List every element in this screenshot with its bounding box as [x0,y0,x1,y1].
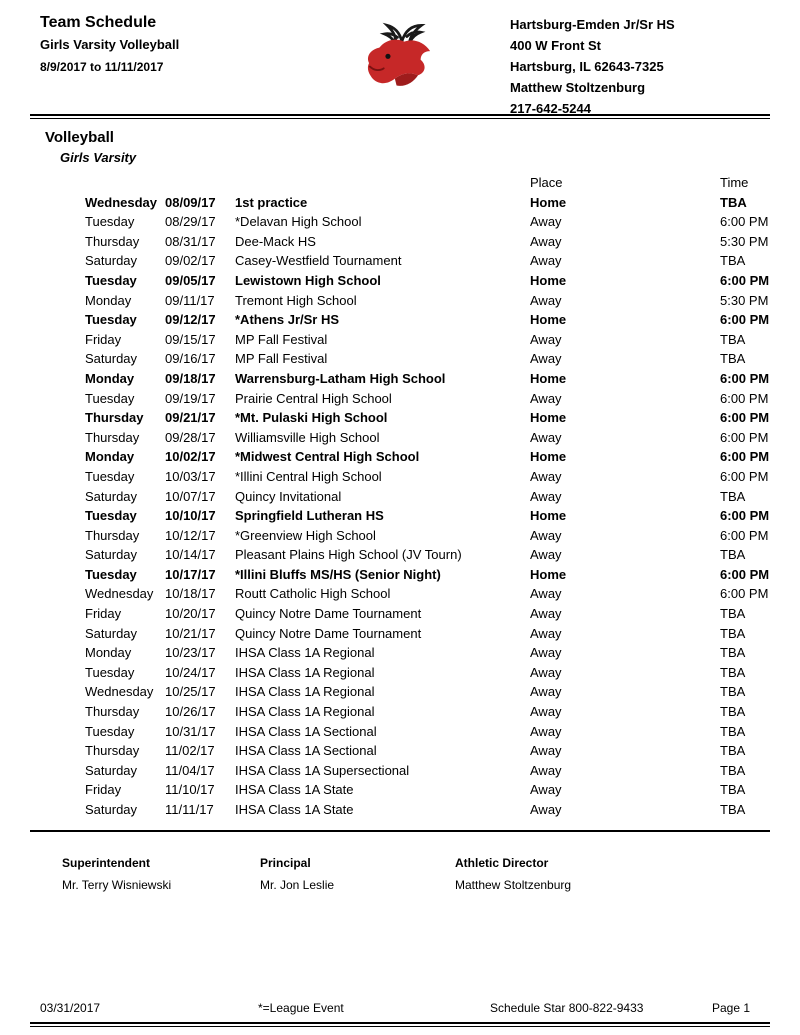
section-heading [45,129,800,165]
cell-date: 09/21/17 [165,410,216,426]
cell-day: Saturday [85,625,138,641]
cell-place: Away [530,743,562,759]
cell-place: Away [530,468,562,484]
cell-date: 09/11/17 [165,292,215,308]
table-row [85,428,785,448]
cell-day: Tuesday [85,508,137,524]
cell-opponent: Lewistown High School [235,272,381,288]
cell-time: TBA [720,645,746,661]
footer-print-date: 03/31/2017 [40,1001,101,1015]
cell-day: Tuesday [85,468,135,484]
cell-opponent: *Illini Central High School [235,468,382,484]
cell-opponent: *Athens Jr/Sr HS [235,312,340,328]
cell-place: Away [530,723,562,739]
cell-place: Home [530,272,567,288]
cell-date: 10/12/17 [165,527,216,543]
signature-athletic-director [455,856,571,892]
cell-day: Tuesday [85,214,135,230]
signature-name: Matthew Stoltzenburg [455,877,572,892]
cell-opponent: *Midwest Central High School [235,449,420,465]
cell-date: 10/26/17 [165,704,216,720]
cell-place: Away [530,488,562,504]
cell-opponent: IHSA Class 1A State [235,782,354,798]
cell-place: Home [530,312,567,328]
cell-opponent: IHSA Class 1A Regional [235,664,375,680]
table-row [85,349,785,369]
cell-place: Home [530,410,567,426]
cell-date: 10/17/17 [165,566,216,582]
table-row [85,369,785,389]
table-row [85,722,785,742]
cell-time: TBA [720,194,747,210]
cell-opponent: IHSA Class 1A Regional [235,704,375,720]
col-header-date-empty [165,173,235,193]
table-row [85,271,785,291]
cell-opponent: Dee-Mack HS [235,233,316,249]
table-row [85,565,785,585]
cell-day: Tuesday [85,566,137,582]
cell-opponent: MP Fall Festival [235,331,328,347]
footer-vendor: Schedule Star 800-822-9433 [490,1001,644,1015]
cell-time: 6:00 PM [720,214,769,230]
cell-time: 6:00 PM [720,312,770,328]
cell-day: Saturday [85,547,138,563]
table-row [85,545,785,565]
cell-day: Thursday [85,233,140,249]
cell-day: Wednesday [85,586,154,602]
cell-place: Away [530,664,562,680]
table-row [85,526,785,546]
cell-place: Away [530,645,562,661]
date-range: 8/9/2017 to 11/11/2017 [40,60,164,74]
cell-opponent: Routt Catholic High School [235,586,391,602]
cell-day: Monday [85,292,132,308]
table-row [85,232,785,252]
page-title: Team Schedule [40,14,157,31]
cell-opponent: *Greenview High School [235,527,376,543]
school-address-line1: 400 W Front St [510,38,602,53]
footer-page-number: Page 1 [712,1001,751,1015]
cell-time: 5:30 PM [720,233,769,249]
cell-opponent: Tremont High School [235,292,357,308]
cell-opponent: Quincy Notre Dame Tournament [235,606,422,622]
table-row [85,212,785,232]
cell-date: 08/29/17 [165,214,216,230]
school-mascot-logo [290,14,510,112]
cell-day: Monday [85,449,135,465]
col-header-place: Place [530,175,563,190]
cell-opponent: IHSA Class 1A Sectional [235,743,377,759]
signature-name: Mr. Terry Wisniewski [62,877,172,892]
cell-date: 10/24/17 [165,664,216,680]
cell-opponent: IHSA Class 1A Supersectional [235,762,410,778]
cell-day: Wednesday [85,684,154,700]
cell-time: 6:00 PM [720,508,770,524]
cell-place: Away [530,390,562,406]
table-row [85,643,785,663]
table-row [85,408,785,428]
table-row [85,193,785,213]
cell-time: 6:00 PM [720,370,770,386]
school-address-line2: Hartsburg, IL 62643-7325 [510,59,664,74]
cell-place: Away [530,233,562,249]
cell-opponent: Prairie Central High School [235,390,392,406]
cell-time: 6:00 PM [720,429,769,445]
cell-date: 10/31/17 [165,723,216,739]
cell-date: 08/09/17 [165,194,216,210]
page-footer [0,1001,800,1015]
table-row [85,291,785,311]
table-row [85,741,785,761]
cell-opponent: Quincy Invitational [235,488,342,504]
cell-date: 08/31/17 [165,233,216,249]
cell-time: 6:00 PM [720,390,769,406]
cell-opponent: Quincy Notre Dame Tournament [235,625,422,641]
cell-day: Saturday [85,488,138,504]
table-row [85,487,785,507]
table-row [85,780,785,800]
cell-date: 11/11/17 [165,802,214,817]
cell-time: TBA [720,547,746,563]
table-row [85,663,785,683]
signature-role: Athletic Director [455,855,549,870]
cell-place: Away [530,429,562,445]
cell-date: 09/05/17 [165,272,216,288]
cell-time: 5:30 PM [720,292,769,308]
cell-opponent: IHSA Class 1A Regional [235,645,375,661]
cell-date: 10/21/17 [165,625,216,641]
header-left-block [40,14,290,112]
cell-date: 10/02/17 [165,449,216,465]
signature-name: Mr. Jon Leslie [260,877,335,892]
cell-opponent: MP Fall Festival [235,351,328,367]
cell-day: Saturday [85,762,138,778]
cell-day: Friday [85,606,122,622]
cell-opponent: Warrensburg-Latham High School [235,370,446,386]
cell-place: Away [530,782,562,798]
cell-time: 6:00 PM [720,566,770,582]
cell-day: Friday [85,331,122,347]
cell-day: Thursday [85,704,140,720]
cell-opponent: Casey-Westfield Tournament [235,253,402,269]
cell-time: TBA [720,704,746,720]
table-row [85,330,785,350]
cell-date: 10/07/17 [165,488,216,504]
cell-place: Home [530,508,567,524]
cell-place: Home [530,370,567,386]
table-row [85,761,785,781]
cell-opponent: *Illini Bluffs MS/HS (Senior Night) [235,566,441,582]
signature-block [62,856,800,892]
table-row [85,682,785,702]
cell-place: Away [530,684,562,700]
table-row [85,467,785,487]
cell-time: 6:00 PM [720,272,770,288]
cell-time: TBA [720,351,746,367]
cell-time: TBA [720,684,746,700]
cell-time: TBA [720,331,746,347]
cell-day: Thursday [85,429,140,445]
cell-place: Home [530,449,567,465]
cell-place: Away [530,331,562,347]
cell-date: 09/28/17 [165,429,216,445]
cell-opponent: *Mt. Pulaski High School [235,410,388,426]
cell-day: Tuesday [85,312,137,328]
cell-time: TBA [720,743,746,759]
table-row [85,389,785,409]
cell-opponent: *Delavan High School [235,214,362,230]
table-row [85,251,785,271]
cell-date: 10/20/17 [165,606,216,622]
schedule-table [85,173,785,820]
cell-opponent: Williamsville High School [235,429,380,445]
cell-place: Away [530,802,562,817]
cell-place: Away [530,351,562,367]
cell-date: 10/18/17 [165,586,216,602]
cell-time: 6:00 PM [720,410,770,426]
cell-place: Away [530,253,562,269]
table-row [85,702,785,722]
table-row [85,624,785,644]
cell-date: 10/23/17 [165,645,216,661]
sport-title: Volleyball [45,129,114,146]
school-info-block [510,14,760,116]
cell-time: 6:00 PM [720,449,770,465]
cell-day: Saturday [85,253,138,269]
cell-day: Tuesday [85,723,135,739]
table-bottom-divider [30,830,770,832]
cell-time: TBA [720,664,746,680]
signature-superintendent [62,856,260,892]
cell-opponent: IHSA Class 1A Sectional [235,723,377,739]
table-row [85,447,785,467]
table-row [85,506,785,526]
cell-day: Tuesday [85,390,135,406]
cell-time: 6:00 PM [720,527,769,543]
signature-role: Principal [260,855,311,870]
cell-date: 11/04/17 [165,762,215,778]
cell-day: Monday [85,370,135,386]
cell-date: 09/02/17 [165,253,216,269]
cell-time: TBA [720,253,746,269]
signature-role: Superintendent [62,855,151,870]
cell-time: TBA [720,723,746,739]
contact-name: Matthew Stoltzenburg [510,80,646,95]
signature-principal [260,856,455,892]
cell-time: 6:00 PM [720,468,769,484]
cell-date: 09/19/17 [165,390,216,406]
cell-place: Away [530,547,562,563]
cell-date: 09/12/17 [165,312,216,328]
cell-day: Saturday [85,351,138,367]
cell-opponent: Springfield Lutheran HS [235,508,384,524]
cell-date: 11/02/17 [165,743,215,759]
table-header-row [85,173,785,193]
cell-place: Away [530,762,562,778]
col-header-opponent-empty [235,173,530,193]
cell-opponent: 1st practice [235,194,308,210]
cell-time: TBA [720,802,746,817]
school-name: Hartsburg-Emden Jr/Sr HS [510,17,675,32]
cell-time: 6:00 PM [720,586,769,602]
cell-day: Thursday [85,410,144,426]
cell-place: Away [530,586,562,602]
table-row [85,800,785,820]
cell-time: TBA [720,625,746,641]
table-row [85,584,785,604]
stag-mascot-icon [357,18,443,103]
cell-day: Tuesday [85,272,137,288]
cell-day: Tuesday [85,664,135,680]
cell-place: Away [530,625,562,641]
table-row [85,310,785,330]
col-header-time: Time [720,175,749,190]
cell-date: 10/10/17 [165,508,216,524]
cell-place: Away [530,704,562,720]
cell-time: TBA [720,488,746,504]
cell-place: Away [530,606,562,622]
col-header-day-empty [85,173,165,193]
cell-day: Wednesday [85,194,158,210]
cell-date: 09/15/17 [165,331,216,347]
cell-place: Away [530,527,562,543]
cell-time: TBA [720,782,746,798]
cell-day: Thursday [85,743,140,759]
cell-date: 11/10/17 [165,782,215,798]
schedule-table-body [85,173,785,820]
cell-opponent: IHSA Class 1A Regional [235,684,375,700]
cell-place: Away [530,214,562,230]
cell-day: Thursday [85,527,140,543]
team-level: Girls Varsity [60,150,137,165]
cell-date: 09/18/17 [165,370,216,386]
team-subtitle: Girls Varsity Volleyball [40,37,180,52]
cell-day: Friday [85,782,122,798]
cell-date: 10/14/17 [165,547,216,563]
cell-day: Monday [85,645,132,661]
table-row [85,604,785,624]
footer-divider [30,1022,770,1027]
cell-opponent: IHSA Class 1A State [235,802,354,817]
cell-date: 10/03/17 [165,468,216,484]
cell-place: Home [530,194,567,210]
cell-time: TBA [720,606,746,622]
cell-place: Away [530,292,562,308]
contact-phone: 217-642-5244 [510,101,591,116]
cell-date: 10/25/17 [165,684,216,700]
cell-date: 09/16/17 [165,351,216,367]
cell-place: Home [530,566,567,582]
cell-opponent: Pleasant Plains High School (JV Tourn) [235,547,462,563]
cell-day: Saturday [85,802,138,817]
page-header [0,0,800,116]
cell-time: TBA [720,762,746,778]
footer-legend: *=League Event [258,1001,344,1015]
